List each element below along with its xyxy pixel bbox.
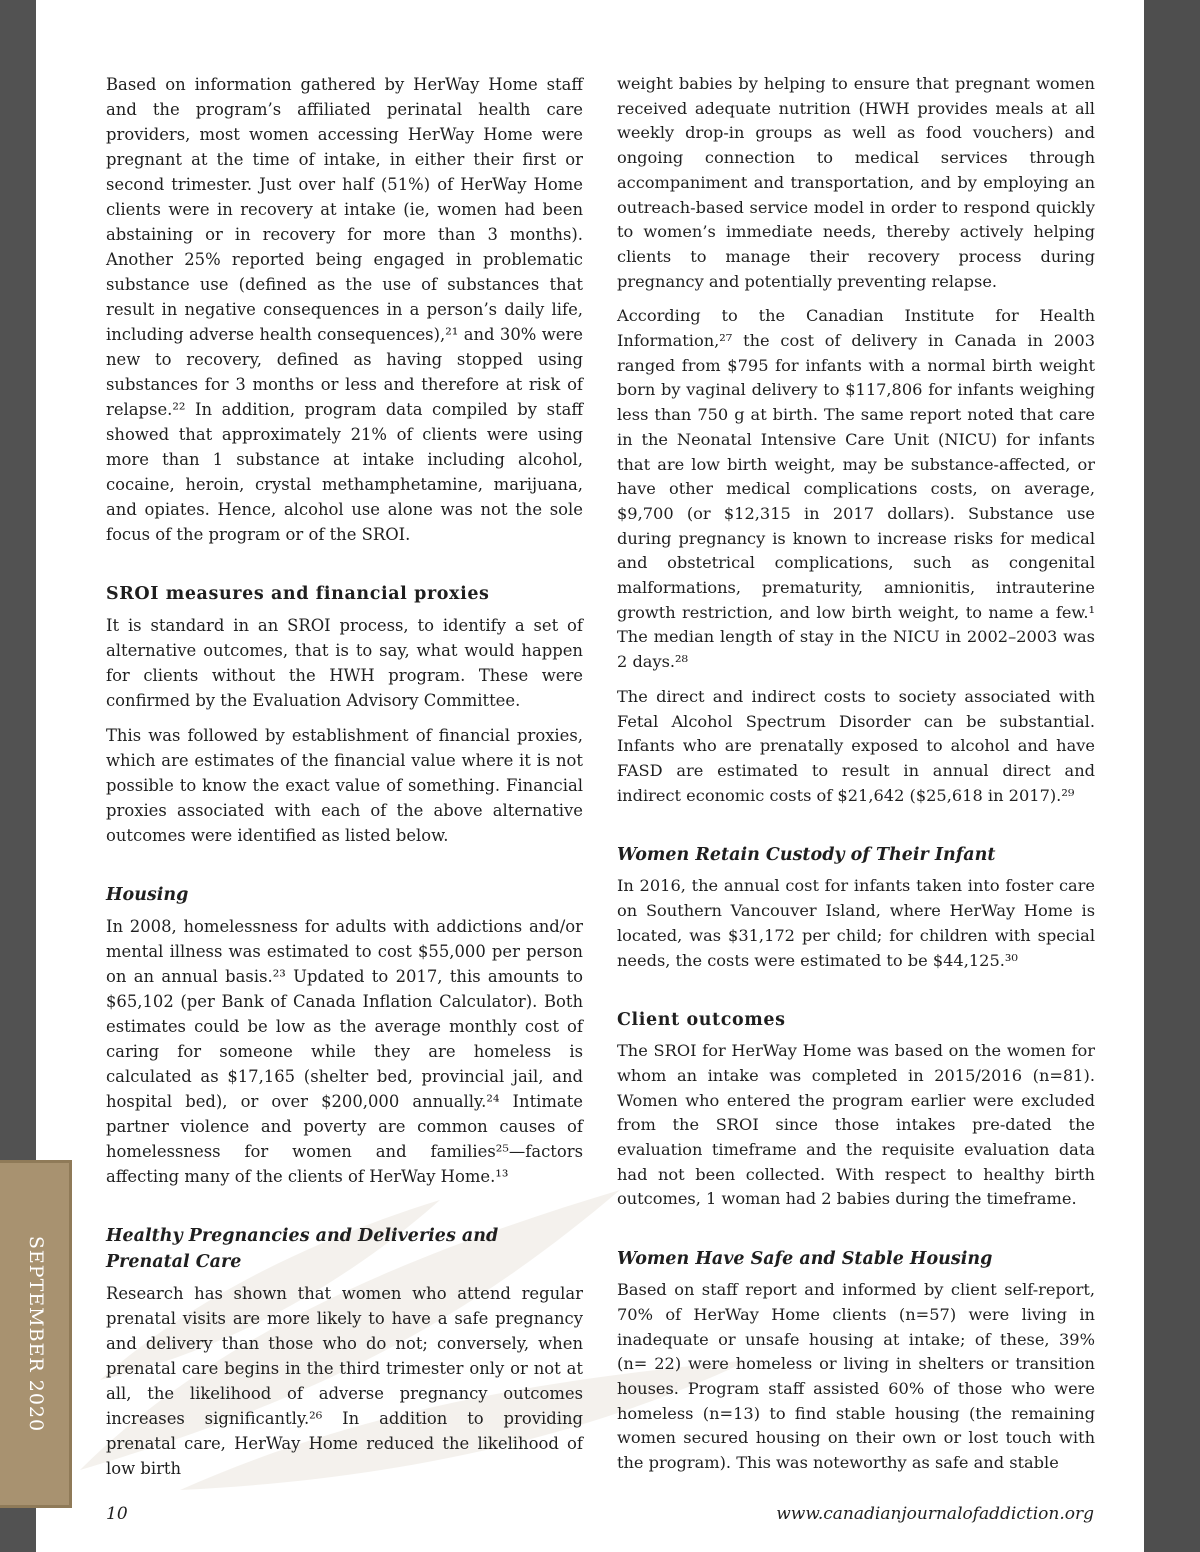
paragraph: In 2008, homelessness for adults with addictions and/or mental illness was estimated to cost $55,000 per person on an annual basis.²³ Updated to 2017, this amounts to $65,102 (per Bank of Canada Inflation Calculator). Both estimates could be low as the average monthly cost of caring for someone while they are homeless is calculated as $17,165 (shelter bed, provincial jail, and hospital bed), or over $200,000 annually.²⁴ Intimate partner violence and poverty are common causes of homelessness for women and families²⁵—factors affecting many of the clients of HerWay Home.¹³ xyxy=(106,917,583,1186)
paragraph: This was followed by establishment of financial proxies, which are estimates of the financial value where it is not possible to know the exact value of something. Financial proxies associated with each of the above alternative outcomes were identified as listed below. xyxy=(106,726,583,845)
paragraph: The SROI for HerWay Home was based on the women for whom an intake was completed in 2015/2016 (n=81). Women who entered the program earlier were excluded from the SROI since those intakes pre-dated the evaluation timeframe and the requisite evaluation data had not been collected. With respect to healthy birth outcomes, 1 woman had 2 babies during the timeframe. xyxy=(617,1041,1095,1209)
paragraph: In 2016, the annual cost for infants taken into foster care on Southern Vancouver Island, where HerWay Home is located, was $31,172 per child; for children with special needs, the costs were estimated to be $44,125.³⁰ xyxy=(617,876,1095,970)
right-margin-bar xyxy=(1144,0,1200,1552)
paragraph: Based on staff report and informed by client self-report, 70% of HerWay Home clients (n=57) were living in inadequate or unsafe housing at intake; of these, 39% (n= 22) were homeless or living in shelters or transition houses. Program staff assisted 60% of those who were homeless (n=13) to find stable housing (the remaining women secured housing on their own or lost touch with the program). This was noteworthy as safe and stable xyxy=(617,1280,1095,1473)
subsection-heading: Healthy Pregnancies and Deliveries and Prenatal Care xyxy=(106,1226,499,1272)
paragraph: It is standard in an SROI process, to identify a set of alternative outcomes, that is to say, what would happen for clients without the HWH program. These were confirmed by the Evaluation Advisory Committee. xyxy=(106,616,583,710)
paragraph: weight babies by helping to ensure that pregnant women received adequate nutrition (HWH provides meals at all weekly drop-in groups as well as food vouchers) and ongoing connection to medical services through accompaniment and transportation, and by employing an outreach-based service model in order to respond quickly to women’s immediate needs, thereby actively helping clients to manage their recovery process during pregnancy and potentially preventing relapse. xyxy=(617,74,1095,291)
paragraph: According to the Canadian Institute for Health Information,²⁷ the cost of delivery in Canada in 2003 ranged from $795 for infants with a normal birth weight born by vaginal delivery to $117,806 for infants weighing less than 750 g at birth. The same report noted that care in the Neonatal Intensive Care Unit (NICU) for infants that are low birth weight, may be substance-affected, or have other medical complications costs, on average, $9,700 (or $12,315 in 2017 dollars). Substance use during pregnancy is known to increase risks for medical and obstetrical complications, such as congenital malformations, prematurity, amnionitis, intrauterine growth restriction, and low birth weight, to name a few.¹ The median length of stay in the NICU in 2002–2003 was 2 days.²⁸ xyxy=(617,306,1095,672)
issue-date-label: SEPTEMBER 2020 xyxy=(25,1235,47,1433)
subsection-heading: Women Retain Custody of Their Infant xyxy=(617,845,996,866)
paragraph: The direct and indirect costs to society associated with Fetal Alcohol Spectrum Disorder can be substantial. Infants who are prenatally exposed to alcohol and have FASD are estimated to result in annual direct and indirect economic costs of $21,642 ($25,618 in 2017).²⁹ xyxy=(617,686,1095,805)
left-column xyxy=(106,72,583,1491)
subsection-heading: Women Have Safe and Stable Housing xyxy=(617,1249,993,1270)
paragraph: Research has shown that women who attend regular prenatal visits are more likely to have a safe pregnancy and delivery than those who do not; conversely, when prenatal care begins in the third trimester only or not at all, the likelihood of adverse pregnancy outcomes increases significantly.²⁶ In addition to providing prenatal care, HerWay Home reduced the likelihood of low birth xyxy=(106,1284,583,1478)
subsection-heading: Housing xyxy=(106,885,189,905)
paragraph: Based on information gathered by HerWay Home staff and the program’s affiliated perinatal health care providers, most women accessing HerWay Home were pregnant at the time of intake, in either their first or second trimester. Just over half (51%) of HerWay Home clients were in recovery at intake (ie, women had been abstaining or in recovery for more than 3 months). Another 25% reported being engaged in problematic substance use (defined as the use of substances that result in negative consequences in a person’s daily life, including adverse health consequences),²¹ and 30% were new to recovery, defined as having stopped using substances for 3 months or less and therefore at risk of relapse.²² In addition, program data compiled by staff showed that approximately 21% of clients were using more than 1 substance at intake including alcohol, cocaine, heroin, crystal methamphetamine, marijuana, and opiates. Hence, alcohol use alone was not the sole focus of the program or of the SROI. xyxy=(106,75,583,544)
page-number: 10 xyxy=(106,1504,128,1524)
right-column xyxy=(617,72,1095,1486)
journal-url[interactable]: www.canadianjournalofaddiction.org xyxy=(776,1504,1094,1524)
section-heading: Client outcomes xyxy=(617,1010,786,1031)
section-heading: SROI measures and financial proxies xyxy=(106,584,490,604)
